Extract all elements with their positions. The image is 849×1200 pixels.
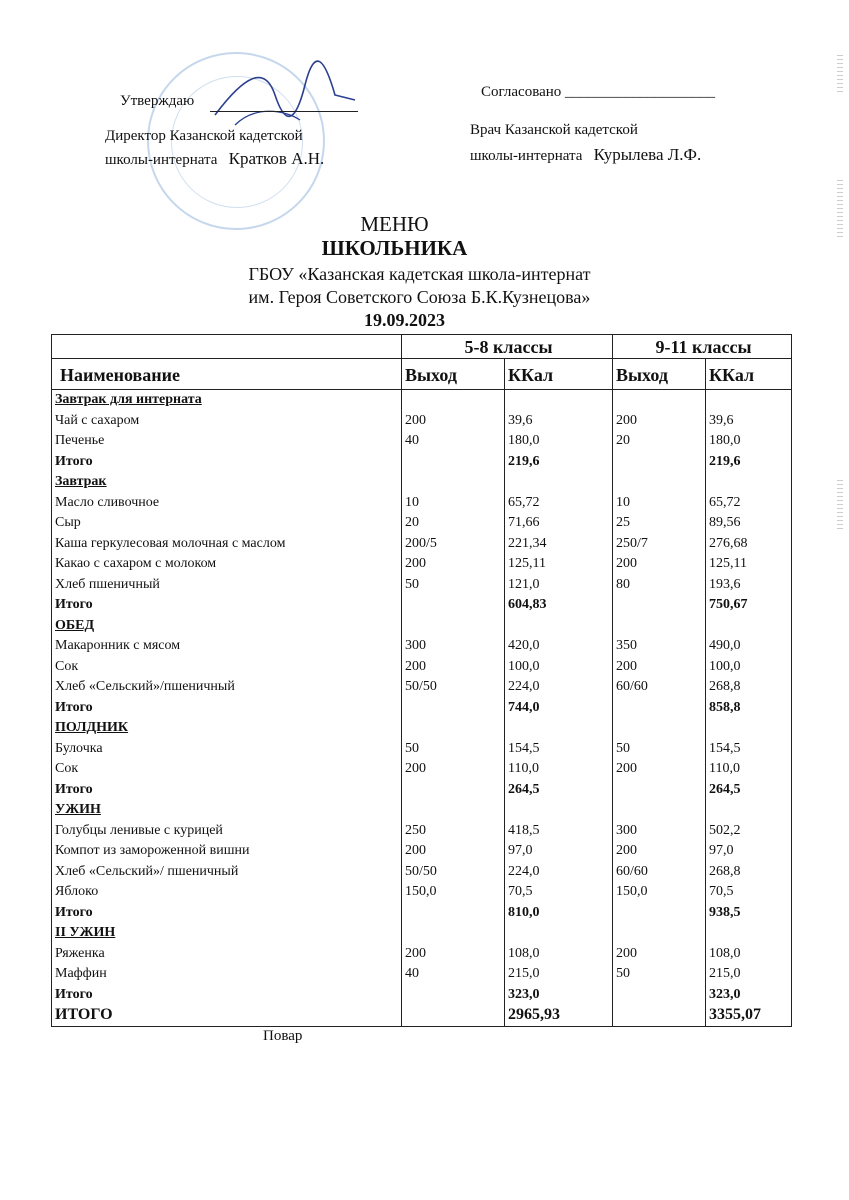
kcal-value xyxy=(508,923,612,944)
output-value: 200/5 xyxy=(405,535,437,551)
kcal-value: 2965,93 xyxy=(508,1006,560,1023)
dish-name: Хлеб пшеничный xyxy=(55,576,160,592)
output-value: 40 xyxy=(405,966,419,981)
kcal-column-5-8 xyxy=(505,390,613,1027)
group-5-8: 5-8 классы xyxy=(402,335,613,359)
dish-name: Завтрак xyxy=(55,474,107,489)
kcal-value: 180,0 xyxy=(709,433,741,448)
kcal-value: 490,0 xyxy=(709,638,741,653)
output-value: 10 xyxy=(616,494,630,510)
dish-name: ИТОГО xyxy=(55,1006,113,1023)
output-value xyxy=(405,1005,504,1026)
output-value: 40 xyxy=(405,433,419,448)
output-value xyxy=(616,923,705,944)
output-value: 200 xyxy=(616,658,637,674)
approve-signature-line xyxy=(210,111,358,112)
menu-title: МЕНЮ xyxy=(360,212,429,236)
kcal-value: 97,0 xyxy=(508,843,533,858)
kcal-value: 219,6 xyxy=(508,453,540,469)
kcal-value: 100,0 xyxy=(508,658,540,674)
output-value: 150,0 xyxy=(616,884,648,899)
kcal-value: 219,6 xyxy=(709,453,741,469)
output-value: 200 xyxy=(616,761,637,776)
scan-artifact xyxy=(837,180,843,240)
kcal-value: 3355,07 xyxy=(709,1006,761,1023)
kcal-value: 264,5 xyxy=(508,781,540,797)
doctor-name: Курылева Л.Ф. xyxy=(593,145,702,164)
agreed-label: Согласовано ____________________ xyxy=(481,84,716,100)
dish-name: Итого xyxy=(55,699,93,715)
output-value xyxy=(405,595,504,616)
output-value: 200 xyxy=(405,761,426,776)
col-out-header-1: Выход xyxy=(402,359,505,390)
kcal-value: 39,6 xyxy=(709,412,734,428)
kcal-value: 193,6 xyxy=(709,576,741,592)
output-value: 10 xyxy=(405,494,419,510)
kcal-value: 276,68 xyxy=(709,535,748,551)
group-9-11: 9-11 классы xyxy=(613,335,792,359)
dish-name: Маффин xyxy=(55,966,107,981)
dish-name: УЖИН xyxy=(55,802,101,817)
output-value: 250/7 xyxy=(616,535,648,551)
dish-name: Итого xyxy=(55,986,93,1002)
dish-name: Какао с сахаром с молоком xyxy=(55,556,217,571)
dish-name: Сок xyxy=(55,658,79,674)
output-value: 300 xyxy=(405,638,426,653)
col-out-header-2: Выход xyxy=(613,359,706,390)
output-value: 200 xyxy=(405,556,426,571)
kcal-value xyxy=(709,472,791,493)
doctor-line2: школы-интерната Курылева Л.Ф. xyxy=(470,145,702,164)
output-value xyxy=(405,985,504,1006)
dish-name: ПОЛДНИК xyxy=(55,720,129,735)
kcal-column-9-11 xyxy=(706,390,792,1027)
dish-name: Чай с сахаром xyxy=(55,412,140,428)
output-value xyxy=(405,472,504,493)
output-value: 200 xyxy=(616,843,637,858)
output-value: 200 xyxy=(616,556,637,571)
kcal-value xyxy=(709,390,791,411)
output-value: 25 xyxy=(616,515,630,530)
dish-name: Хлеб «Сельский»/ пшеничный xyxy=(55,863,239,879)
kcal-value: 110,0 xyxy=(709,761,740,776)
group-header-empty xyxy=(52,335,402,359)
col-kcal-header-2: ККал xyxy=(706,359,792,390)
kcal-value xyxy=(508,472,612,493)
kcal-value: 108,0 xyxy=(709,945,741,961)
menu-subtitle: ШКОЛЬНИКА xyxy=(321,236,468,260)
org-line1: ГБОУ «Казанская кадетская школа-интернат xyxy=(248,264,591,284)
dish-name: Булочка xyxy=(55,740,103,756)
menu-body-row xyxy=(52,390,792,1027)
output-value: 60/60 xyxy=(616,679,648,694)
kcal-value xyxy=(709,800,791,821)
approve-label: Утверждаю xyxy=(120,93,195,109)
kcal-value: 221,34 xyxy=(508,535,547,551)
output-value xyxy=(616,698,705,719)
director-line2: школы-интерната Кратков А.Н. xyxy=(105,149,325,168)
scan-artifact xyxy=(837,480,843,530)
kcal-value: 70,5 xyxy=(508,884,533,899)
dish-name: Печенье xyxy=(55,433,105,448)
output-value xyxy=(616,616,705,637)
output-value xyxy=(405,452,504,473)
output-value xyxy=(405,390,504,411)
director-name: Кратков А.Н. xyxy=(228,149,325,168)
output-value: 60/60 xyxy=(616,863,648,879)
kcal-value: 125,11 xyxy=(709,556,747,571)
output-value xyxy=(616,472,705,493)
output-value: 200 xyxy=(405,945,426,961)
kcal-value: 744,0 xyxy=(508,699,540,715)
output-value: 200 xyxy=(405,412,426,428)
output-value xyxy=(405,616,504,637)
output-value: 200 xyxy=(616,945,637,961)
kcal-value: 502,2 xyxy=(709,822,741,838)
output-value: 200 xyxy=(405,843,426,858)
output-value xyxy=(405,780,504,801)
output-value xyxy=(405,698,504,719)
dish-name: Яблоко xyxy=(55,884,99,899)
output-value: 300 xyxy=(616,822,637,838)
dish-name: Макаронник с мясом xyxy=(55,638,181,653)
output-value xyxy=(616,718,705,739)
output-value xyxy=(616,452,705,473)
kcal-value: 215,0 xyxy=(709,966,741,981)
output-value: 250 xyxy=(405,822,426,838)
output-column-9-11 xyxy=(613,390,706,1027)
dish-name: Сок xyxy=(55,761,79,776)
kcal-value: 604,83 xyxy=(508,597,547,612)
col-name-header: Наименование xyxy=(52,359,402,390)
kcal-value: 110,0 xyxy=(508,761,539,776)
output-value: 20 xyxy=(616,433,630,448)
kcal-value: 180,0 xyxy=(508,433,540,448)
group-header-row xyxy=(52,335,792,359)
kcal-value: 65,72 xyxy=(709,494,741,510)
kcal-value: 268,8 xyxy=(709,679,741,694)
kcal-value: 108,0 xyxy=(508,945,540,961)
dish-name: ОБЕД xyxy=(55,617,95,633)
kcal-value: 224,0 xyxy=(508,679,540,694)
kcal-value: 750,67 xyxy=(709,597,748,612)
kcal-value: 420,0 xyxy=(508,638,540,653)
kcal-value: 810,0 xyxy=(508,904,540,920)
output-value xyxy=(616,780,705,801)
output-value: 200 xyxy=(616,412,637,428)
cook-label: Повар xyxy=(263,1028,303,1044)
kcal-value xyxy=(508,800,612,821)
output-value: 50 xyxy=(616,966,630,981)
doctor-line1: Врач Казанской кадетской xyxy=(470,122,638,138)
col-kcal-header-1: ККал xyxy=(505,359,613,390)
menu-table xyxy=(51,334,792,1027)
dish-name: Компот из замороженной вишни xyxy=(55,843,250,858)
kcal-value: 418,5 xyxy=(508,822,540,838)
kcal-value: 938,5 xyxy=(709,904,741,920)
dish-name: Голубцы ленивые с курицей xyxy=(55,822,223,838)
kcal-value: 323,0 xyxy=(709,986,741,1002)
kcal-value xyxy=(508,616,612,637)
output-value xyxy=(616,903,705,924)
kcal-value: 65,72 xyxy=(508,494,540,510)
dish-name: Ряженка xyxy=(55,945,105,961)
kcal-value: 97,0 xyxy=(709,843,734,858)
kcal-value xyxy=(508,390,612,411)
output-value xyxy=(616,985,705,1006)
kcal-value: 70,5 xyxy=(709,884,734,899)
kcal-value: 154,5 xyxy=(508,740,540,756)
column-header-row xyxy=(52,359,792,390)
output-value: 350 xyxy=(616,638,637,653)
scan-artifact xyxy=(837,55,843,95)
output-value xyxy=(405,923,504,944)
output-value: 80 xyxy=(616,576,630,592)
dish-name: Завтрак для интерната xyxy=(55,392,202,407)
kcal-value: 89,56 xyxy=(709,515,741,530)
output-value: 50 xyxy=(405,740,419,756)
kcal-value: 268,8 xyxy=(709,863,741,879)
output-value xyxy=(616,390,705,411)
output-value xyxy=(405,800,504,821)
kcal-value: 125,11 xyxy=(508,556,546,571)
dish-name: Итого xyxy=(55,597,93,612)
output-value: 20 xyxy=(405,515,419,530)
kcal-value xyxy=(508,718,612,739)
output-value xyxy=(405,718,504,739)
output-value: 50 xyxy=(405,576,419,592)
output-value: 150,0 xyxy=(405,884,437,899)
output-value xyxy=(616,595,705,616)
dish-name: Масло сливочное xyxy=(55,494,160,510)
dish-name: Хлеб «Сельский»/пшеничный xyxy=(55,679,235,694)
kcal-value: 154,5 xyxy=(709,740,741,756)
kcal-value xyxy=(709,718,791,739)
output-value: 50 xyxy=(616,740,630,756)
output-column-5-8 xyxy=(402,390,505,1027)
output-value: 50/50 xyxy=(405,863,437,879)
output-value xyxy=(616,1005,705,1026)
output-value: 200 xyxy=(405,658,426,674)
dish-name-column xyxy=(52,390,402,1027)
director-line1: Директор Казанской кадетской xyxy=(105,128,303,144)
kcal-value: 264,5 xyxy=(709,781,741,797)
output-value xyxy=(616,800,705,821)
dish-name: II УЖИН xyxy=(55,925,116,940)
dish-name: Каша геркулесовая молочная с маслом xyxy=(55,535,286,551)
kcal-value: 224,0 xyxy=(508,863,540,879)
kcal-value xyxy=(709,923,791,944)
dish-name: Итого xyxy=(55,781,93,797)
org-line2: им. Героя Советского Союза Б.К.Кузнецова» xyxy=(248,287,591,307)
kcal-value: 100,0 xyxy=(709,658,741,674)
dish-name: Итого xyxy=(55,453,93,469)
output-value xyxy=(405,903,504,924)
dish-name: Итого xyxy=(55,904,93,920)
dish-name: Сыр xyxy=(55,515,81,530)
kcal-value: 215,0 xyxy=(508,966,540,981)
kcal-value xyxy=(709,616,791,637)
kcal-value: 39,6 xyxy=(508,412,533,428)
kcal-value: 71,66 xyxy=(508,515,540,530)
kcal-value: 121,0 xyxy=(508,576,540,592)
kcal-value: 858,8 xyxy=(709,699,741,715)
kcal-value: 323,0 xyxy=(508,986,540,1002)
menu-date: 19.09.2023 xyxy=(364,310,445,330)
output-value: 50/50 xyxy=(405,679,437,694)
